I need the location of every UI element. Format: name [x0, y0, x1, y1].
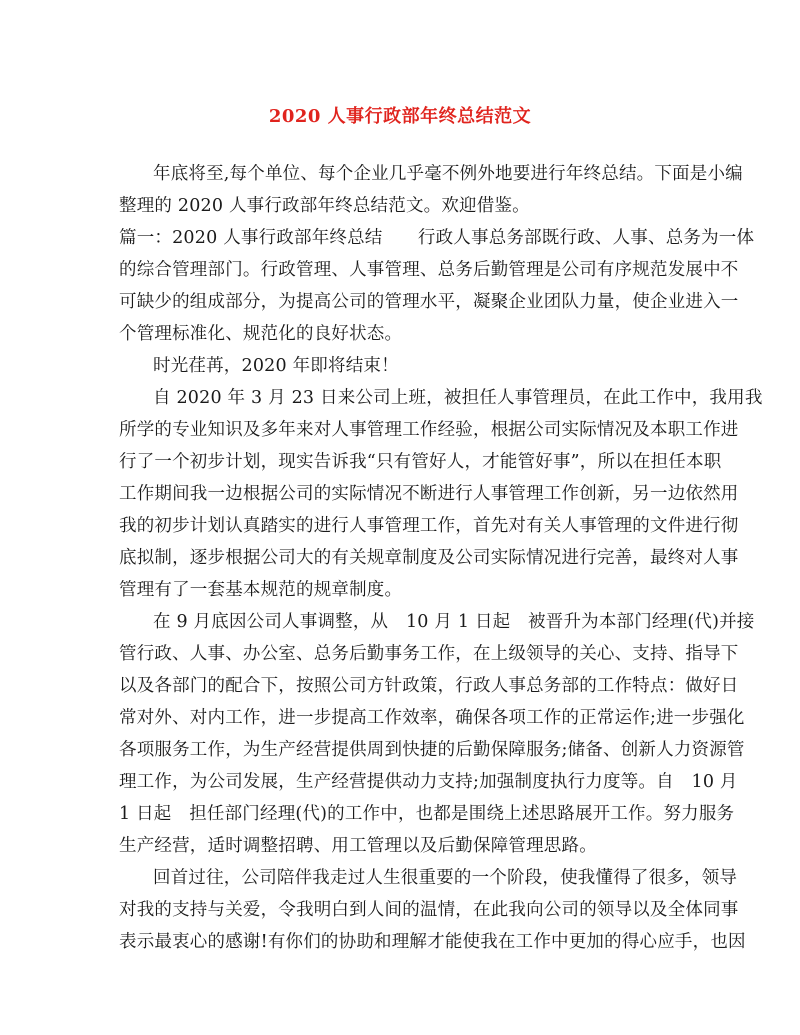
body-line-18: 常对外、对内工作，进一步提高工作效率，确保各项工作的正常运作;进一步强化: [119, 708, 745, 728]
body-line-22: 生产经营，适时调整招聘、用工管理以及后勤保障管理思路。: [119, 836, 597, 856]
body-line-4: 的综合管理部门。行政管理、人事管理、总务后勤管理是公司有序规范发展中不: [119, 260, 739, 280]
body-line-14: 管理有了一套基本规范的规章制度。: [119, 580, 403, 600]
body-line-12: 我的初步计划认真踏实的进行人事管理工作，首先对有关人事管理的文件进行彻: [119, 516, 739, 536]
body-line-10: 行了一个初步计划，现实告诉我“只有管好人，才能管好事”，所以在担任本职: [119, 452, 722, 472]
body-line-2: 整理的 2020 人事行政部年终总结范文。欢迎借鉴。: [119, 196, 530, 216]
body-line-3: 篇一：2020 人事行政部年终总结 行政人事总务部既行政、人事、总务为一体: [119, 228, 755, 248]
body-line-9: 所学的专业知识及多年来对人事管理工作经验，根据公司实际情况及本职工作进: [119, 420, 739, 440]
body-line-8: 自 2020 年 3 月 23 日来公司上班，被担任人事管理员，在此工作中，我用我: [153, 388, 763, 408]
body-line-17: 以及各部门的配合下，按照公司方针政策，行政人事总务部的工作特点：做好日: [119, 676, 739, 696]
body-line-1: 年底将至,每个单位、每个企业几乎毫不例外地要进行年终总结。下面是小编: [153, 164, 743, 184]
body-line-7: 时光荏苒，2020 年即将结束！: [153, 356, 399, 376]
body-line-5: 可缺少的组成部分，为提高公司的管理水平，凝聚企业团队力量，使企业进入一: [119, 292, 739, 312]
body-line-19: 各项服务工作，为生产经营提供周到快捷的后勤保障服务;储备、创新人力资源管: [119, 740, 745, 760]
body-line-25: 表示最衷心的感谢!有你们的协助和理解才能使我在工作中更加的得心应手，也因: [119, 932, 746, 952]
body-line-6: 个管理标准化、规范化的良好状态。: [119, 324, 403, 344]
document-body: [119, 158, 763, 958]
body-line-13: 底拟制，逐步根据公司大的有关规章制度及公司实际情况进行完善，最终对人事: [119, 548, 739, 568]
body-line-20: 理工作，为公司发展，生产经营提供动力支持;加强制度执行力度等。自 10 月: [119, 772, 738, 792]
body-line-23: 回首过往，公司陪伴我走过人生很重要的一个阶段，使我懂得了很多，领导: [153, 868, 738, 888]
document-title: 2020 人事行政部年终总结范文: [268, 106, 532, 127]
body-line-11: 工作期间我一边根据公司的实际情况不断进行人事管理工作创新，另一边依然用: [119, 484, 739, 504]
body-line-24: 对我的支持与关爱，令我明白到人间的温情，在此我向公司的领导以及全体同事: [119, 900, 739, 920]
body-line-16: 管行政、人事、办公室、总务后勤事务工作，在上级领导的关心、支持、指导下: [119, 644, 739, 664]
body-line-21: 1 日起 担任部门经理(代)的工作中，也都是围绕上述思路展开工作。努力服务: [119, 804, 735, 824]
body-line-15: 在 9 月底因公司人事调整，从 10 月 1 日起 被晋升为本部门经理(代)并接: [153, 612, 755, 632]
